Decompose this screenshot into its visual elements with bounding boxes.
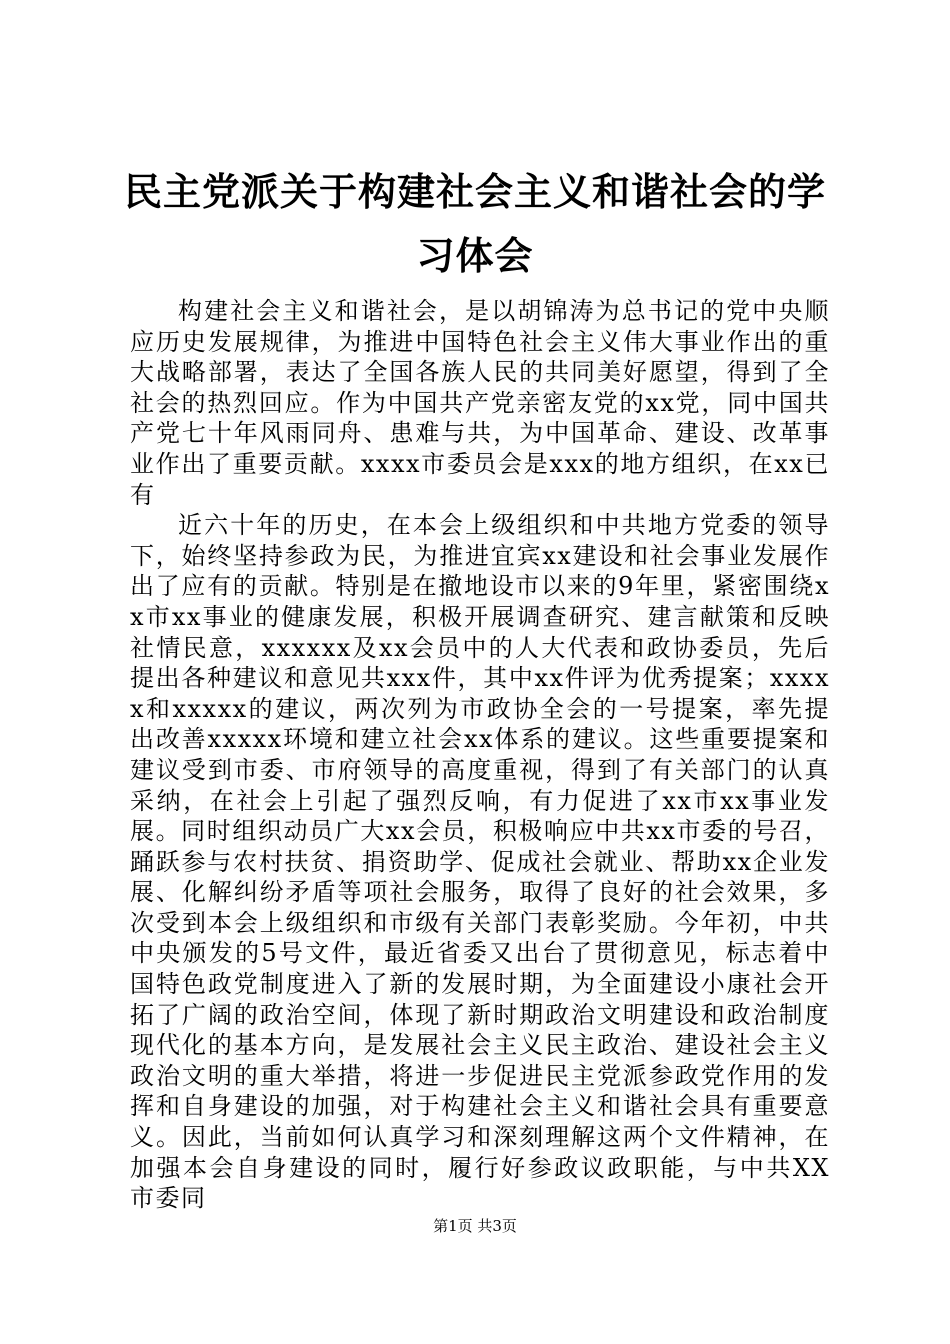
paragraph-2: 近六十年的历史，在本会上级组织和中共地方党委的领导下，始终坚持参政为民，为推进宜宾xx建设和社会事业发展作出了应有的贡献。特别是在撤地设市以来的9年里，紧密围绕xx市xx事业的健康发展，积极开展调查研究、建言献策和反映社情民意，xxxxxx及xx会员中的人大代表和政协委员，先后提出各种建议和意见共xxx件，其中xx件评为优秀提案；xxxxx和xxxxx的建议，两次列为市政协全会的一号提案，率先提出改善xxxxx环境和建立社会xx体系的建议。这些重要提案和建议受到市委、市府领导的高度重视，得到了有关部门的认真采纳，在社会上引起了强烈反响，有力促进了xx市xx事业发展。同时组织动员广大xx会员，积极响应中共xx市委的号召，踊跃参与农村扶贫、捐资助学、促成社会就业、帮助xx企业发展、化解纠纷矛盾等项社会服务，取得了良好的社会效果，多次受到本会上级组织和市级有关部门表彰奖励。今年初，中共中央颁发的5号文件，最近省委又出台了贯彻意见，标志着中国特色政党制度进入了新的发展时期，为全面建设小康社会开拓了广阔的政治空间，体现了新时期政治文明建设和政治制度现代化的基本方向，是发展社会主义民主政治、建设社会主义政治文明的重大举措，将进一步促进民主党派参政党作用的发挥和自身建设的加强，对于构建社会主义和谐社会具有重要意义。因此，当前如何认真学习和深刻理解这两个文件精神，在加强本会自身建设的同时，履行好参政议政职能，与中共XX市委同	[130, 511, 830, 1213]
page-number-footer: 第1页 共3页	[433, 1217, 517, 1235]
paragraph-1: 构建社会主义和谐社会，是以胡锦涛为总书记的党中央顺应历史发展规律，为推进中国特色社会主义伟大事业作出的重大战略部署，表达了全国各族人民的共同美好愿望，得到了全社会的热烈回应。作为中国共产党亲密友党的xx党，同中国共产党七十年风雨同舟、患难与共，为中国革命、建设、改革事业作出了重要贡献。xxxx市委员会是xxx的地方组织，在xx已有	[130, 297, 830, 509]
document-title: 民主党派关于构建社会主义和谐社会的学习体会	[123, 170, 826, 278]
document-body	[130, 296, 830, 1214]
